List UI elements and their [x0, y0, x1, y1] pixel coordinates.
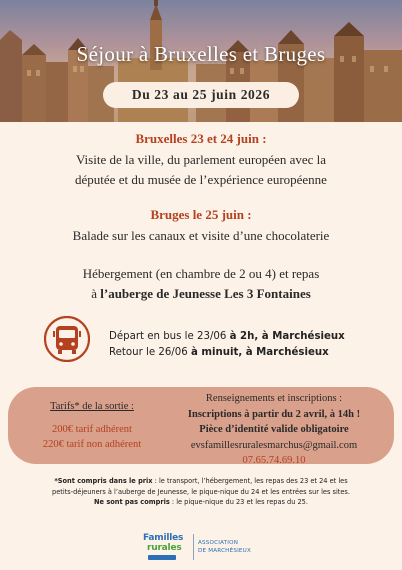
tarifs-inscriptions-block — [8, 387, 394, 464]
price-notes — [0, 476, 402, 508]
retour-line — [109, 345, 345, 361]
tarifs-heading: Tarifs* de la sortie : — [50, 401, 134, 412]
notes-line1 — [0, 476, 402, 487]
inscriptions-box — [164, 391, 384, 469]
logo-assoc2: DE MARCHÉSIEUX — [198, 548, 251, 554]
bruges-line1: Balade sur les canaux et visite d’une chocolaterie — [72, 228, 330, 243]
logo-separator — [193, 534, 194, 560]
contact-email[interactable]: evsfamillesruralesmarchus@gmail.com — [190, 439, 358, 451]
tarifs-box — [26, 401, 158, 452]
date-badge: Du 23 au 25 juin 2026 — [103, 82, 299, 108]
notes-line3 — [0, 497, 402, 508]
logo-name2: rurales — [147, 543, 182, 553]
bruges-section — [0, 207, 402, 246]
hebergement-line1: Hébergement (en chambre de 2 ou 4) et repas — [82, 266, 320, 281]
piece-identite: Pièce d’identité valide obligatoire — [199, 424, 349, 435]
logo-association — [198, 539, 251, 555]
bruges-title: Bruges le 25 juin : — [150, 207, 252, 222]
tarif-non-adherent: 220€ tarif non adhérent — [42, 439, 142, 450]
hebergement-section — [0, 264, 402, 304]
contact-phone[interactable]: 07.65.74.69.10 — [242, 455, 306, 466]
non-compris-label: Ne sont pas compris — [94, 498, 170, 506]
logo-tag-bar — [148, 555, 176, 560]
compris-text1: : le transport, l’hébergement, les repas des 23 et 24 et les — [152, 477, 348, 485]
compris-label: *Sont compris dans le prix — [54, 477, 153, 485]
depart-line — [109, 329, 345, 345]
hebergement-line2 — [0, 284, 402, 304]
logo-assoc1: ASSOCIATION — [198, 540, 239, 546]
tarifs-values — [26, 422, 158, 452]
header-banner — [0, 0, 402, 122]
page-title: Séjour à Bruxelles et Bruges — [76, 42, 326, 66]
retour-time: à minuit, à Marchésieux — [190, 347, 329, 358]
notes-line2: petits-déjeuners à l’auberge de Jeunesse, le pique-nique du 24 et les entrées sur les sites. — [52, 487, 350, 496]
bruxelles-title: Bruxelles 23 et 24 juin : — [135, 131, 267, 146]
transport-info — [109, 329, 345, 361]
inscriptions-start: Inscriptions à partir du 2 avril, à 14h ! — [187, 408, 361, 420]
hebergement-place: l’auberge de Jeunesse Les 3 Fontaines — [100, 286, 311, 301]
bruxelles-line2: députée et du musée de l’expérience européenne — [75, 172, 327, 187]
non-compris-text: : le pique-nique du 23 et les repas du 25. — [169, 498, 308, 506]
depart-time: à 2h, à Marchésieux — [229, 331, 345, 342]
bus-icon — [44, 316, 90, 362]
depart-prefix: Départ en bus le 23/06 — [109, 331, 230, 342]
familles-rurales-logo — [141, 531, 263, 563]
logo-name1: Familles — [143, 533, 184, 543]
bruxelles-section — [0, 131, 402, 190]
tarif-adherent: 200€ tarif adhérent — [52, 424, 132, 435]
hebergement-prefix: à — [91, 286, 101, 301]
retour-prefix: Retour le 26/06 — [109, 347, 191, 358]
inscriptions-heading: Renseignements et inscriptions : — [205, 393, 343, 404]
logo-mark — [141, 531, 189, 563]
bruxelles-line1: Visite de la ville, du parlement européen avec la — [75, 152, 327, 167]
